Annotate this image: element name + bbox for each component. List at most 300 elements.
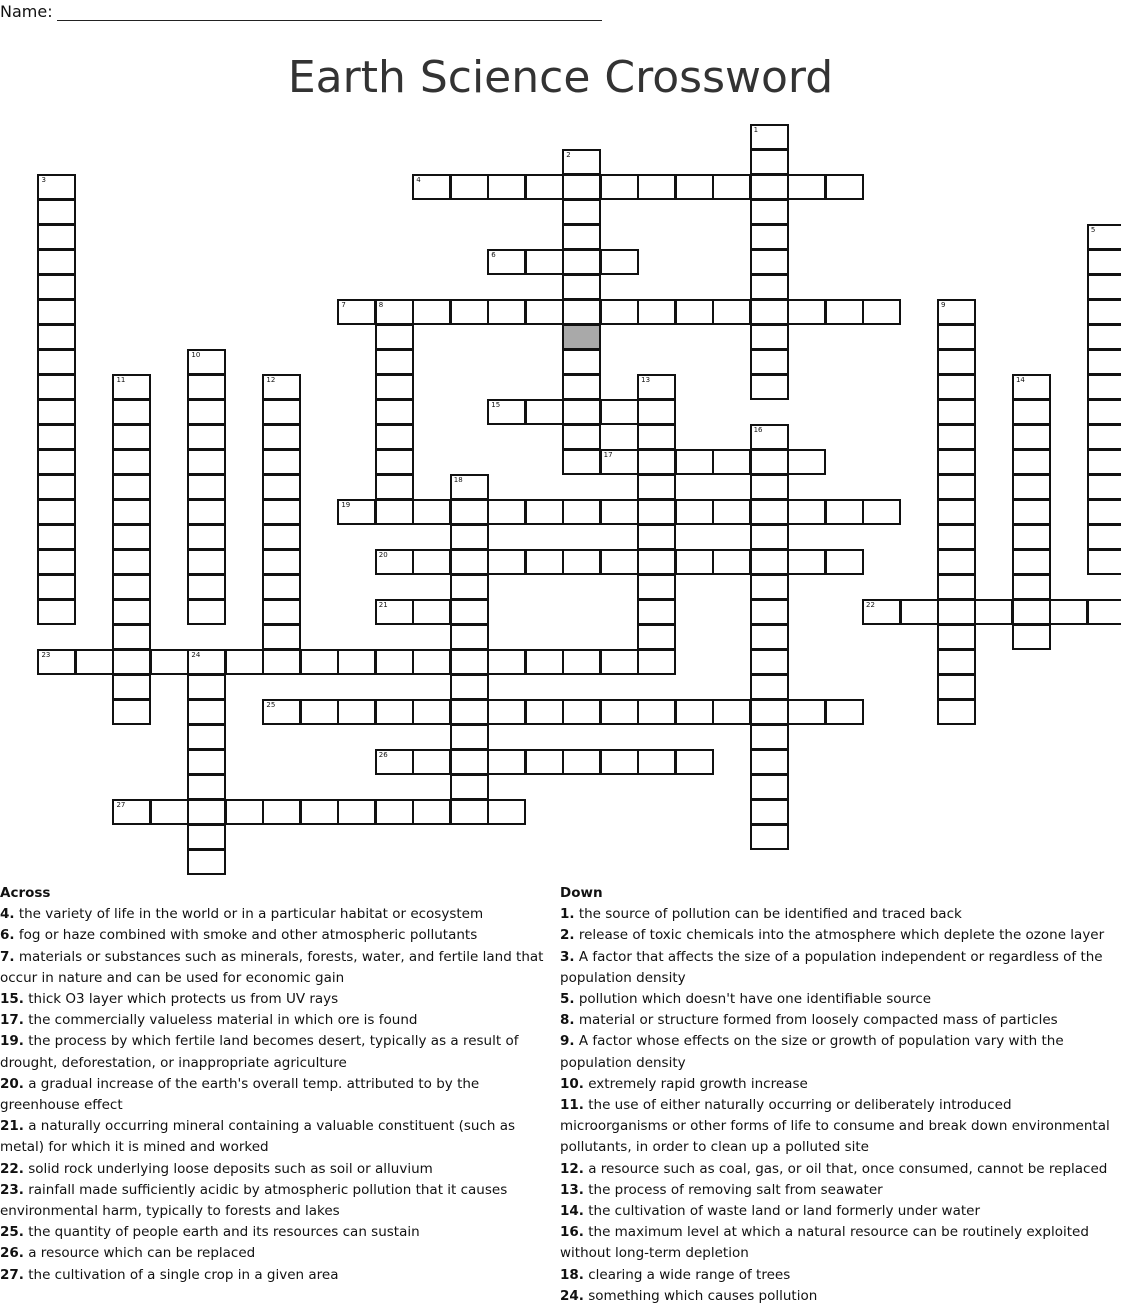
grid-cell[interactable]	[675, 549, 714, 575]
grid-cell[interactable]	[412, 499, 451, 525]
grid-cell[interactable]	[37, 174, 76, 200]
grid-cell[interactable]	[525, 174, 564, 200]
grid-cell[interactable]	[1012, 574, 1051, 600]
grid-cell[interactable]	[37, 299, 76, 325]
grid-cell[interactable]	[150, 799, 189, 825]
grid-cell[interactable]	[1087, 449, 1121, 475]
grid-cell[interactable]	[562, 274, 601, 300]
grid-cell[interactable]	[262, 374, 301, 400]
grid-cell[interactable]	[37, 424, 76, 450]
grid-cell[interactable]	[412, 749, 451, 775]
grid-cell[interactable]	[1049, 599, 1088, 625]
grid-cell[interactable]	[637, 299, 676, 325]
grid-cell[interactable]	[1087, 424, 1121, 450]
grid-cell[interactable]	[487, 749, 526, 775]
grid-cell[interactable]	[487, 699, 526, 725]
grid-cell[interactable]	[187, 374, 226, 400]
grid-cell[interactable]	[750, 224, 789, 250]
grid-cell[interactable]	[450, 524, 489, 550]
grid-cell[interactable]	[637, 449, 676, 475]
grid-cell[interactable]	[750, 174, 789, 200]
grid-cell[interactable]	[150, 649, 189, 675]
grid-cell[interactable]	[487, 399, 526, 425]
grid-cell[interactable]	[37, 374, 76, 400]
grid-cell[interactable]	[600, 249, 639, 275]
grid-cell[interactable]	[375, 424, 414, 450]
grid-cell[interactable]	[412, 699, 451, 725]
grid-cell[interactable]	[600, 699, 639, 725]
grid-cell[interactable]	[1087, 249, 1121, 275]
grid-cell[interactable]	[750, 724, 789, 750]
grid-cell[interactable]	[375, 649, 414, 675]
grid-cell[interactable]	[187, 524, 226, 550]
grid-cell[interactable]	[187, 674, 226, 700]
grid-cell[interactable]	[1012, 599, 1051, 625]
grid-cell[interactable]	[675, 699, 714, 725]
grid-cell[interactable]	[675, 299, 714, 325]
grid-cell[interactable]	[750, 574, 789, 600]
grid-cell[interactable]	[187, 799, 226, 825]
grid-cell[interactable]	[750, 624, 789, 650]
grid-cell[interactable]	[562, 449, 601, 475]
grid-cell[interactable]	[825, 299, 864, 325]
grid-cell[interactable]	[262, 424, 301, 450]
grid-cell[interactable]	[600, 174, 639, 200]
grid-cell[interactable]	[225, 649, 264, 675]
grid-cell[interactable]	[712, 499, 751, 525]
grid-cell[interactable]	[337, 799, 376, 825]
grid-cell[interactable]	[937, 624, 976, 650]
grid-cell[interactable]	[187, 349, 226, 375]
grid-cell[interactable]	[712, 449, 751, 475]
grid-cell[interactable]	[112, 574, 151, 600]
grid-cell[interactable]	[37, 399, 76, 425]
grid-cell[interactable]	[375, 799, 414, 825]
grid-cell[interactable]	[600, 499, 639, 525]
grid-cell[interactable]	[37, 499, 76, 525]
grid-cell[interactable]	[525, 699, 564, 725]
grid-cell[interactable]	[112, 374, 151, 400]
grid-cell[interactable]	[825, 174, 864, 200]
grid-cell[interactable]	[37, 224, 76, 250]
grid-cell[interactable]	[562, 174, 601, 200]
clue-item-text: thick O3 layer which protects us from UV rays	[23, 991, 339, 1008]
grid-cell[interactable]	[1087, 224, 1121, 250]
grid-cell[interactable]	[750, 524, 789, 550]
grid-cell[interactable]	[450, 299, 489, 325]
grid-cell[interactable]	[750, 274, 789, 300]
grid-cell[interactable]	[937, 649, 976, 675]
grid-cell[interactable]	[562, 149, 601, 175]
grid-cell[interactable]	[937, 674, 976, 700]
grid-cell[interactable]	[450, 174, 489, 200]
grid-cell[interactable]	[187, 424, 226, 450]
grid-cell[interactable]	[300, 649, 339, 675]
grid-cell[interactable]	[750, 499, 789, 525]
grid-cell[interactable]	[600, 449, 639, 475]
grid-cell[interactable]	[1012, 374, 1051, 400]
grid-cell[interactable]	[1087, 599, 1121, 625]
grid-cell[interactable]	[262, 524, 301, 550]
grid-cell[interactable]	[262, 574, 301, 600]
grid-cell[interactable]	[787, 699, 826, 725]
grid-cell[interactable]	[37, 449, 76, 475]
grid-cell[interactable]	[562, 349, 601, 375]
grid-cell[interactable]	[262, 499, 301, 525]
grid-cell[interactable]	[412, 649, 451, 675]
grid-cell[interactable]	[750, 549, 789, 575]
grid-cell[interactable]	[1087, 324, 1121, 350]
grid-cell[interactable]	[337, 649, 376, 675]
grid-cell[interactable]	[675, 749, 714, 775]
grid-cell[interactable]	[487, 549, 526, 575]
grid-cell[interactable]	[112, 549, 151, 575]
grid-cell[interactable]	[37, 249, 76, 275]
grid-cell[interactable]	[750, 749, 789, 775]
grid-cell[interactable]	[562, 749, 601, 775]
grid-cell[interactable]	[937, 324, 976, 350]
grid-cell[interactable]	[262, 599, 301, 625]
clue-item	[0, 1074, 560, 1116]
grid-cell[interactable]	[262, 699, 301, 725]
grid-cell[interactable]	[712, 549, 751, 575]
grid-cell[interactable]	[750, 799, 789, 825]
grid-cell[interactable]	[862, 299, 901, 325]
grid-cell[interactable]	[825, 549, 864, 575]
grid-cell[interactable]	[187, 449, 226, 475]
grid-cell[interactable]	[112, 599, 151, 625]
grid-cell[interactable]	[487, 174, 526, 200]
grid-cell[interactable]	[375, 349, 414, 375]
grid-cell[interactable]	[1087, 474, 1121, 500]
clue-item	[0, 904, 560, 925]
grid-cell[interactable]	[712, 699, 751, 725]
grid-cell[interactable]	[1012, 449, 1051, 475]
grid-cell[interactable]	[637, 399, 676, 425]
grid-cell[interactable]	[600, 649, 639, 675]
grid-cell[interactable]	[75, 649, 114, 675]
grid-cell[interactable]	[187, 824, 226, 850]
grid-cell[interactable]	[637, 749, 676, 775]
clue-item-number: 4.	[0, 906, 15, 923]
grid-cell[interactable]	[862, 599, 901, 625]
grid-cell[interactable]	[787, 499, 826, 525]
grid-cell[interactable]	[750, 424, 789, 450]
grid-cell[interactable]	[375, 599, 414, 625]
grid-cell[interactable]	[37, 574, 76, 600]
grid-cell[interactable]	[1012, 424, 1051, 450]
grid-cell[interactable]	[262, 474, 301, 500]
grid-cell[interactable]	[37, 324, 76, 350]
grid-cell[interactable]	[337, 499, 376, 525]
grid-cell[interactable]	[637, 599, 676, 625]
grid-cell[interactable]	[187, 699, 226, 725]
grid-cell[interactable]	[450, 749, 489, 775]
grid-cell[interactable]	[1087, 524, 1121, 550]
grid-cell[interactable]	[750, 349, 789, 375]
grid-cell[interactable]	[300, 699, 339, 725]
grid-cell[interactable]	[1087, 499, 1121, 525]
grid-cell[interactable]	[112, 399, 151, 425]
grid-cell[interactable]	[750, 374, 789, 400]
grid-cell[interactable]	[262, 449, 301, 475]
grid-cell[interactable]	[525, 749, 564, 775]
grid-cell[interactable]	[375, 299, 414, 325]
grid-cell[interactable]	[375, 549, 414, 575]
grid-cell[interactable]	[750, 299, 789, 325]
grid-cell[interactable]	[637, 174, 676, 200]
grid-cell[interactable]	[562, 199, 601, 225]
grid-cell[interactable]	[112, 449, 151, 475]
grid-cell[interactable]	[750, 199, 789, 225]
grid-cell[interactable]	[750, 599, 789, 625]
grid-cell[interactable]	[937, 599, 976, 625]
clue-number: 17	[603, 451, 613, 459]
grid-cell[interactable]	[37, 549, 76, 575]
grid-cell[interactable]	[1012, 549, 1051, 575]
grid-cell[interactable]	[525, 399, 564, 425]
clue-item-number: 8.	[560, 1012, 575, 1029]
grid-cell[interactable]	[1087, 549, 1121, 575]
grid-cell[interactable]	[450, 674, 489, 700]
grid-cell[interactable]	[1012, 399, 1051, 425]
grid-cell[interactable]	[750, 474, 789, 500]
grid-cell[interactable]	[450, 574, 489, 600]
grid-cell[interactable]	[187, 549, 226, 575]
grid-cell[interactable]	[750, 649, 789, 675]
grid-cell[interactable]	[562, 549, 601, 575]
grid-cell[interactable]	[525, 299, 564, 325]
grid-cell[interactable]	[450, 774, 489, 800]
grid-cell[interactable]	[450, 499, 489, 525]
grid-cell[interactable]	[450, 699, 489, 725]
grid-cell[interactable]	[450, 724, 489, 750]
grid-cell[interactable]	[750, 124, 789, 150]
grid-cell[interactable]	[937, 499, 976, 525]
grid-cell[interactable]	[450, 549, 489, 575]
grid-cell[interactable]	[600, 299, 639, 325]
grid-cell[interactable]	[637, 474, 676, 500]
grid-cell[interactable]	[750, 449, 789, 475]
grid-cell[interactable]	[712, 299, 751, 325]
grid-cell[interactable]	[112, 699, 151, 725]
grid-cell[interactable]	[262, 624, 301, 650]
grid-cell[interactable]	[187, 499, 226, 525]
grid-cell[interactable]	[112, 674, 151, 700]
grid-cell[interactable]	[787, 549, 826, 575]
grid-cell[interactable]	[487, 299, 526, 325]
grid-cell[interactable]	[937, 474, 976, 500]
grid-cell[interactable]	[262, 799, 301, 825]
grid-cell[interactable]	[187, 474, 226, 500]
clue-number: 14	[1015, 376, 1025, 384]
grid-cell[interactable]	[562, 374, 601, 400]
grid-cell[interactable]	[450, 624, 489, 650]
grid-cell[interactable]	[225, 799, 264, 825]
grid-cell[interactable]	[112, 499, 151, 525]
grid-cell[interactable]	[112, 474, 151, 500]
clue-item-number: 10.	[560, 1075, 584, 1092]
grid-cell[interactable]	[562, 299, 601, 325]
grid-cell[interactable]	[937, 449, 976, 475]
clue-number: 13	[641, 376, 651, 384]
grid-cell[interactable]	[375, 449, 414, 475]
grid-cell[interactable]	[525, 649, 564, 675]
grid-cell[interactable]	[412, 799, 451, 825]
grid-cell[interactable]	[187, 749, 226, 775]
grid-cell[interactable]	[1087, 274, 1121, 300]
grid-cell[interactable]	[675, 499, 714, 525]
grid-cell[interactable]	[750, 324, 789, 350]
grid-cell[interactable]	[937, 374, 976, 400]
grid-cell[interactable]	[187, 774, 226, 800]
grid-cell[interactable]	[375, 474, 414, 500]
grid-cell[interactable]	[412, 549, 451, 575]
grid-cell[interactable]	[487, 649, 526, 675]
grid-cell[interactable]	[412, 299, 451, 325]
grid-cell[interactable]	[825, 499, 864, 525]
clue-item-number: 21.	[0, 1118, 24, 1135]
grid-cell[interactable]	[825, 699, 864, 725]
grid-cell[interactable]	[375, 499, 414, 525]
grid-cell[interactable]	[1012, 474, 1051, 500]
grid-cell[interactable]	[1087, 349, 1121, 375]
grid-cell[interactable]	[637, 574, 676, 600]
grid-cell[interactable]	[375, 324, 414, 350]
grid-cell[interactable]	[1087, 374, 1121, 400]
grid-cell[interactable]	[637, 524, 676, 550]
grid-cell[interactable]	[712, 174, 751, 200]
grid-cell[interactable]	[637, 499, 676, 525]
grid-cell[interactable]	[375, 699, 414, 725]
grid-cell[interactable]	[750, 149, 789, 175]
grid-cell[interactable]	[37, 274, 76, 300]
grid-cell[interactable]	[1012, 524, 1051, 550]
grid-cell[interactable]	[375, 749, 414, 775]
grid-cell[interactable]	[112, 524, 151, 550]
grid-cell[interactable]	[637, 374, 676, 400]
grid-cell[interactable]	[600, 549, 639, 575]
clue-item	[560, 1265, 1120, 1286]
grid-cell[interactable]	[637, 699, 676, 725]
grid-cell[interactable]	[937, 349, 976, 375]
grid-cell[interactable]	[937, 399, 976, 425]
grid-cell[interactable]	[637, 424, 676, 450]
grid-cell[interactable]	[300, 799, 339, 825]
grid-cell[interactable]	[337, 699, 376, 725]
across-heading: Across	[0, 885, 51, 901]
down-heading: Down	[560, 885, 603, 901]
grid-cell[interactable]	[637, 624, 676, 650]
grid-cell[interactable]	[750, 699, 789, 725]
grid-cell[interactable]	[750, 824, 789, 850]
grid-cell[interactable]	[187, 574, 226, 600]
grid-cell[interactable]	[787, 299, 826, 325]
grid-cell[interactable]	[562, 249, 601, 275]
grid-cell[interactable]	[525, 549, 564, 575]
grid-cell[interactable]	[450, 599, 489, 625]
grid-cell[interactable]	[562, 649, 601, 675]
grid-cell[interactable]	[412, 599, 451, 625]
grid-cell[interactable]	[675, 449, 714, 475]
grid-cell[interactable]	[37, 199, 76, 225]
grid-cell[interactable]	[262, 549, 301, 575]
grid-cell[interactable]	[675, 174, 714, 200]
grid-cell[interactable]	[37, 474, 76, 500]
grid-cell[interactable]	[937, 699, 976, 725]
grid-cell[interactable]	[450, 799, 489, 825]
grid-cell[interactable]	[750, 249, 789, 275]
grid-cell[interactable]	[637, 549, 676, 575]
grid-cell[interactable]	[1087, 299, 1121, 325]
grid-cell[interactable]	[112, 649, 151, 675]
grid-cell[interactable]	[1087, 399, 1121, 425]
grid-cell[interactable]	[937, 424, 976, 450]
grid-cell[interactable]	[187, 724, 226, 750]
grid-cell[interactable]	[450, 649, 489, 675]
grid-cell[interactable]	[937, 549, 976, 575]
grid-cell[interactable]	[600, 399, 639, 425]
grid-cell[interactable]	[37, 349, 76, 375]
grid-cell[interactable]	[187, 399, 226, 425]
grid-cell[interactable]	[112, 624, 151, 650]
grid-cell[interactable]	[37, 599, 76, 625]
grid-cell[interactable]	[937, 524, 976, 550]
grid-cell[interactable]	[787, 174, 826, 200]
grid-cell[interactable]	[600, 749, 639, 775]
grid-cell[interactable]	[900, 599, 939, 625]
clue-number: 11	[116, 376, 126, 384]
grid-cell[interactable]	[862, 499, 901, 525]
grid-cell[interactable]	[750, 774, 789, 800]
grid-cell[interactable]	[37, 524, 76, 550]
grid-cell[interactable]	[187, 849, 226, 875]
grid-cell[interactable]	[937, 299, 976, 325]
grid-cell[interactable]	[487, 249, 526, 275]
grid-cell[interactable]	[562, 399, 601, 425]
grid-cell[interactable]	[375, 374, 414, 400]
grid-cell[interactable]	[37, 649, 76, 675]
grid-cell[interactable]	[525, 499, 564, 525]
grid-cell[interactable]	[562, 499, 601, 525]
grid-cell[interactable]	[487, 799, 526, 825]
grid-cell[interactable]	[937, 574, 976, 600]
grid-cell[interactable]	[487, 499, 526, 525]
grid-cell[interactable]	[187, 649, 226, 675]
grid-cell[interactable]	[262, 649, 301, 675]
grid-cell[interactable]	[450, 474, 489, 500]
grid-cell[interactable]	[112, 424, 151, 450]
grid-cell[interactable]	[562, 699, 601, 725]
grid-cell[interactable]	[1012, 499, 1051, 525]
grid-cell[interactable]	[412, 174, 451, 200]
grid-cell[interactable]	[375, 399, 414, 425]
grid-cell[interactable]	[187, 599, 226, 625]
grid-cell[interactable]	[974, 599, 1013, 625]
grid-cell[interactable]	[525, 249, 564, 275]
grid-cell[interactable]	[337, 299, 376, 325]
grid-cell[interactable]	[637, 649, 676, 675]
shaded-cell	[562, 324, 601, 350]
grid-cell[interactable]	[1012, 624, 1051, 650]
grid-cell[interactable]	[750, 674, 789, 700]
clue-item-text: the process by which fertile land becomes desert, typically as a result of drought, deforestation, or inappropriate agriculture	[0, 1033, 519, 1071]
grid-cell[interactable]	[112, 799, 151, 825]
grid-cell[interactable]	[787, 449, 826, 475]
grid-cell[interactable]	[562, 424, 601, 450]
grid-cell[interactable]	[262, 399, 301, 425]
grid-cell[interactable]	[562, 224, 601, 250]
